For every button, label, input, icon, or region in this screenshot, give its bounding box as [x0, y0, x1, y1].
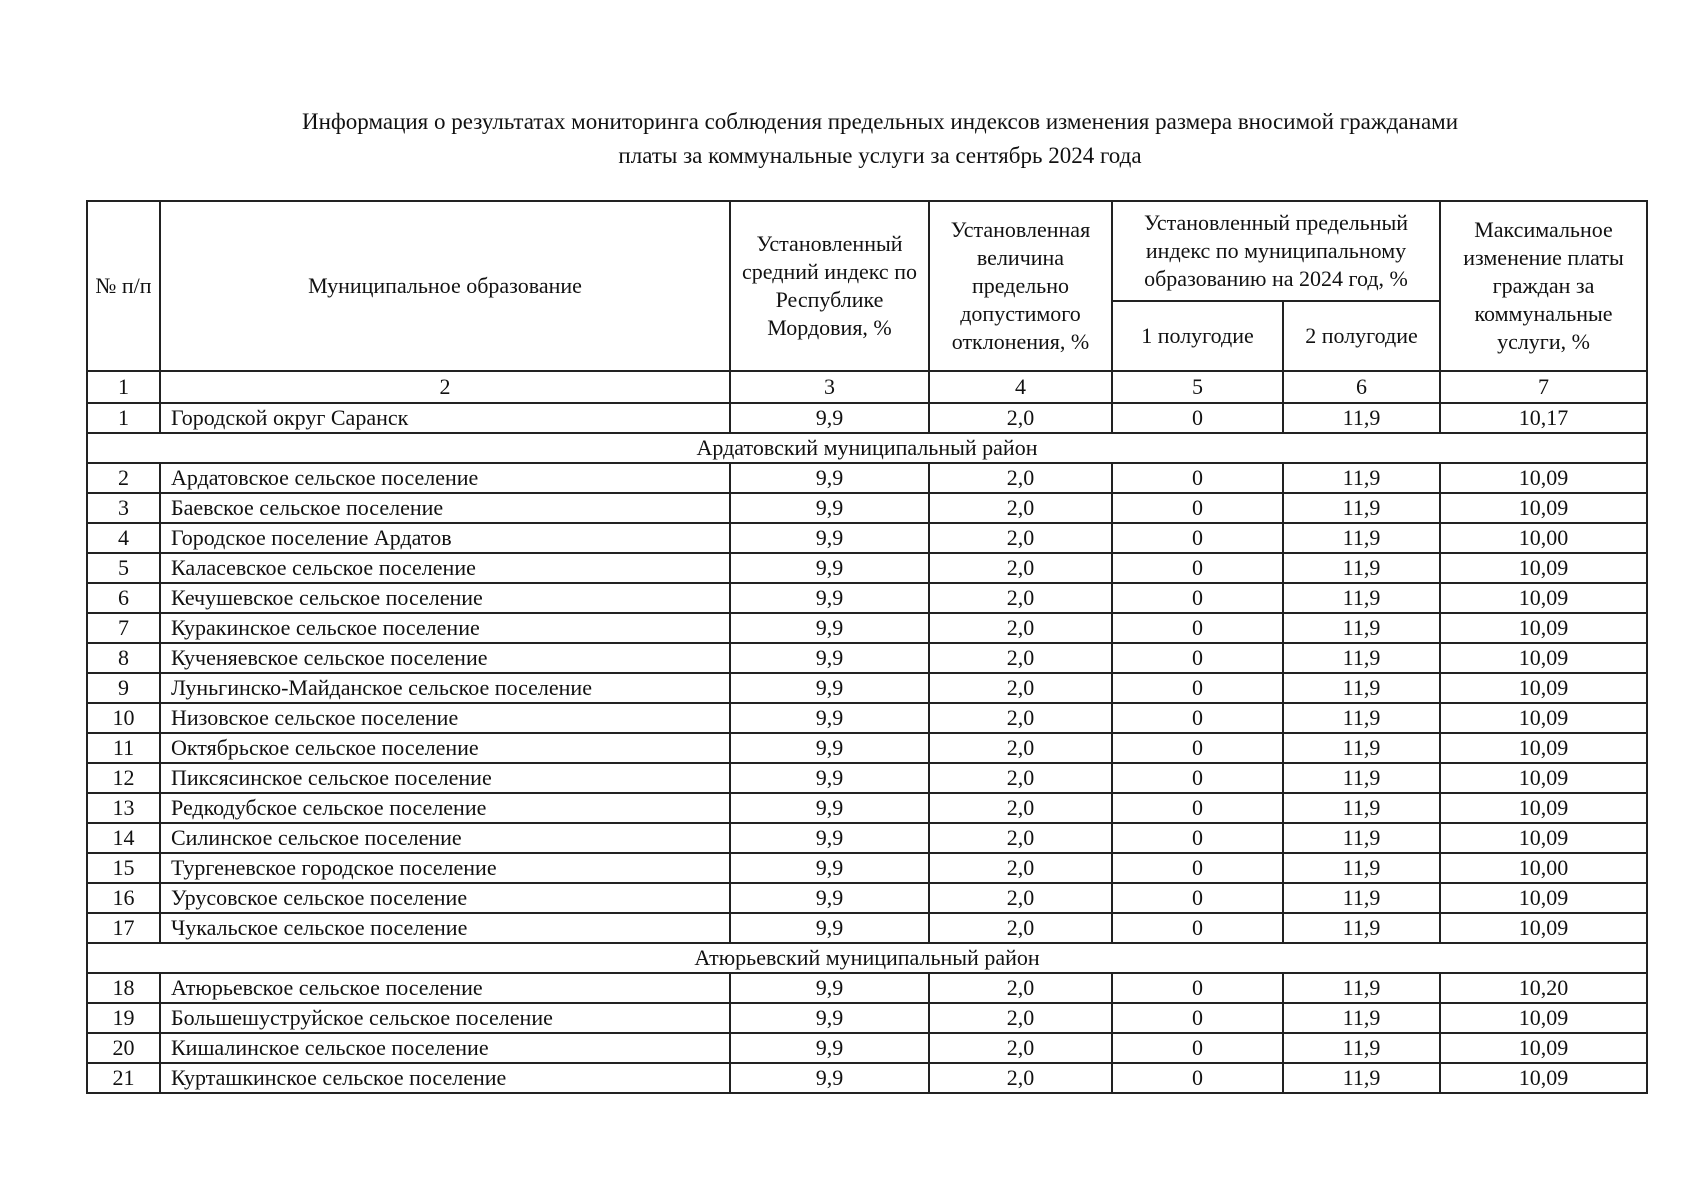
table-row — [87, 883, 1647, 913]
header-num: № п/п — [87, 201, 160, 371]
table-row — [87, 913, 1647, 943]
deviation-value: 2,0 — [929, 553, 1112, 583]
max-change-value: 10,09 — [1440, 1033, 1647, 1063]
max-change-value: 10,09 — [1440, 883, 1647, 913]
monitoring-table — [86, 200, 1648, 1094]
max-change-value: 10,00 — [1440, 523, 1647, 553]
max-change-value: 10,09 — [1440, 643, 1647, 673]
municipality-name: Большешуструйское сельское поселение — [160, 1003, 730, 1033]
avg-index-value: 9,9 — [730, 403, 929, 433]
deviation-value: 2,0 — [929, 793, 1112, 823]
max-change-value: 10,17 — [1440, 403, 1647, 433]
avg-index-value: 9,9 — [730, 973, 929, 1003]
deviation-value: 2,0 — [929, 523, 1112, 553]
table-row — [87, 703, 1647, 733]
max-change-value: 10,20 — [1440, 973, 1647, 1003]
row-number: 15 — [87, 853, 160, 883]
municipality-name: Чукальское сельское поселение — [160, 913, 730, 943]
avg-index-value: 9,9 — [730, 703, 929, 733]
header-max-change: Максимальное изменение платы граждан за коммунальные услуги, % — [1440, 201, 1647, 371]
half2-value: 11,9 — [1283, 643, 1440, 673]
municipality-name: Каласевское сельское поселение — [160, 553, 730, 583]
half1-value: 0 — [1112, 673, 1283, 703]
table-body — [87, 403, 1647, 1093]
half2-value: 11,9 — [1283, 463, 1440, 493]
half2-value: 11,9 — [1283, 553, 1440, 583]
max-change-value: 10,09 — [1440, 913, 1647, 943]
row-number: 6 — [87, 583, 160, 613]
avg-index-value: 9,9 — [730, 613, 929, 643]
avg-index-value: 9,9 — [730, 523, 929, 553]
municipality-name: Октябрьское сельское поселение — [160, 733, 730, 763]
avg-index-value: 9,9 — [730, 463, 929, 493]
half1-value: 0 — [1112, 583, 1283, 613]
deviation-value: 2,0 — [929, 763, 1112, 793]
deviation-value: 2,0 — [929, 613, 1112, 643]
avg-index-value: 9,9 — [730, 1003, 929, 1033]
table-row — [87, 793, 1647, 823]
row-number: 5 — [87, 553, 160, 583]
deviation-value: 2,0 — [929, 1003, 1112, 1033]
municipality-name: Ардатовское сельское поселение — [160, 463, 730, 493]
avg-index-value: 9,9 — [730, 1063, 929, 1093]
deviation-value: 2,0 — [929, 463, 1112, 493]
half1-value: 0 — [1112, 853, 1283, 883]
max-change-value: 10,09 — [1440, 493, 1647, 523]
municipality-name: Кишалинское сельское поселение — [160, 1033, 730, 1063]
half1-value: 0 — [1112, 1003, 1283, 1033]
half2-value: 11,9 — [1283, 1003, 1440, 1033]
table-row — [87, 1033, 1647, 1063]
half1-value: 0 — [1112, 703, 1283, 733]
title-line-1: Информация о результатах мониторинга соблюдения предельных индексов изменения размера вносимой гражданами — [301, 109, 1459, 134]
table-row — [87, 733, 1647, 763]
municipality-name: Тургеневское городское поселение — [160, 853, 730, 883]
table-row — [87, 463, 1647, 493]
half2-value: 11,9 — [1283, 403, 1440, 433]
column-number: 7 — [1440, 371, 1647, 403]
deviation-value: 2,0 — [929, 973, 1112, 1003]
column-number: 5 — [1112, 371, 1283, 403]
deviation-value: 2,0 — [929, 733, 1112, 763]
max-change-value: 10,09 — [1440, 463, 1647, 493]
half1-value: 0 — [1112, 1063, 1283, 1093]
half2-value: 11,9 — [1283, 853, 1440, 883]
half2-value: 11,9 — [1283, 523, 1440, 553]
municipality-name: Городской округ Саранск — [160, 403, 730, 433]
max-change-value: 10,09 — [1440, 763, 1647, 793]
row-number: 13 — [87, 793, 160, 823]
deviation-value: 2,0 — [929, 1063, 1112, 1093]
municipality-name: Кученяевское сельское поселение — [160, 643, 730, 673]
half2-value: 11,9 — [1283, 973, 1440, 1003]
table-row — [87, 1063, 1647, 1093]
municipality-name: Луньгинско-Майданское сельское поселение — [160, 673, 730, 703]
row-number: 7 — [87, 613, 160, 643]
deviation-value: 2,0 — [929, 493, 1112, 523]
municipality-name: Низовское сельское поселение — [160, 703, 730, 733]
half1-value: 0 — [1112, 733, 1283, 763]
column-number: 3 — [730, 371, 929, 403]
avg-index-value: 9,9 — [730, 823, 929, 853]
table-row — [87, 523, 1647, 553]
column-number-row — [87, 371, 1647, 403]
header-deviation: Установленная величина предельно допустимого отклонения, % — [929, 201, 1112, 371]
row-number: 21 — [87, 1063, 160, 1093]
table-row — [87, 673, 1647, 703]
deviation-value: 2,0 — [929, 853, 1112, 883]
half2-value: 11,9 — [1283, 883, 1440, 913]
half1-value: 0 — [1112, 913, 1283, 943]
municipality-name: Пиксясинское сельское поселение — [160, 763, 730, 793]
row-number: 19 — [87, 1003, 160, 1033]
avg-index-value: 9,9 — [730, 643, 929, 673]
max-change-value: 10,09 — [1440, 823, 1647, 853]
section-title: Ардатовский муниципальный район — [87, 433, 1647, 463]
row-number: 9 — [87, 673, 160, 703]
row-number: 2 — [87, 463, 160, 493]
half1-value: 0 — [1112, 553, 1283, 583]
half2-value: 11,9 — [1283, 1033, 1440, 1063]
avg-index-value: 9,9 — [730, 583, 929, 613]
deviation-value: 2,0 — [929, 403, 1112, 433]
row-number: 11 — [87, 733, 160, 763]
half2-value: 11,9 — [1283, 823, 1440, 853]
half1-value: 0 — [1112, 823, 1283, 853]
header-municipality: Муниципальное образование — [160, 201, 730, 371]
municipality-name: Редкодубское сельское поселение — [160, 793, 730, 823]
row-number: 12 — [87, 763, 160, 793]
half2-value: 11,9 — [1283, 673, 1440, 703]
half1-value: 0 — [1112, 643, 1283, 673]
half2-value: 11,9 — [1283, 763, 1440, 793]
deviation-value: 2,0 — [929, 823, 1112, 853]
half1-value: 0 — [1112, 493, 1283, 523]
half2-value: 11,9 — [1283, 733, 1440, 763]
max-change-value: 10,09 — [1440, 703, 1647, 733]
half1-value: 0 — [1112, 763, 1283, 793]
table-row — [87, 403, 1647, 433]
deviation-value: 2,0 — [929, 1033, 1112, 1063]
table-row — [87, 853, 1647, 883]
max-change-value: 10,00 — [1440, 853, 1647, 883]
max-change-value: 10,09 — [1440, 613, 1647, 643]
half2-value: 11,9 — [1283, 913, 1440, 943]
half2-value: 11,9 — [1283, 703, 1440, 733]
table-row — [87, 493, 1647, 523]
half1-value: 0 — [1112, 883, 1283, 913]
deviation-value: 2,0 — [929, 643, 1112, 673]
deviation-value: 2,0 — [929, 913, 1112, 943]
half1-value: 0 — [1112, 403, 1283, 433]
row-number: 10 — [87, 703, 160, 733]
municipality-name: Кечушевское сельское поселение — [160, 583, 730, 613]
half2-value: 11,9 — [1283, 1063, 1440, 1093]
row-number: 17 — [87, 913, 160, 943]
deviation-value: 2,0 — [929, 583, 1112, 613]
table-row — [87, 823, 1647, 853]
municipality-name: Городское поселение Ардатов — [160, 523, 730, 553]
half1-value: 0 — [1112, 973, 1283, 1003]
table-row — [87, 643, 1647, 673]
column-number: 6 — [1283, 371, 1440, 403]
header-limit-index: Установленный предельный индекс по муниципальному образованию на 2024 год, % — [1112, 201, 1440, 301]
section-header-row — [87, 433, 1647, 463]
max-change-value: 10,09 — [1440, 1063, 1647, 1093]
row-number: 14 — [87, 823, 160, 853]
header-avg-index: Установленный средний индекс по Республике Мордовия, % — [730, 201, 929, 371]
title-line-2: платы за коммунальные услуги за сентябрь 2024 года — [618, 143, 1142, 168]
avg-index-value: 9,9 — [730, 733, 929, 763]
row-number: 4 — [87, 523, 160, 553]
avg-index-value: 9,9 — [730, 853, 929, 883]
municipality-name: Урусовское сельское поселение — [160, 883, 730, 913]
max-change-value: 10,09 — [1440, 793, 1647, 823]
municipality-name: Курташкинское сельское поселение — [160, 1063, 730, 1093]
row-number: 20 — [87, 1033, 160, 1063]
max-change-value: 10,09 — [1440, 553, 1647, 583]
section-title: Атюрьевский муниципальный район — [87, 943, 1647, 973]
avg-index-value: 9,9 — [730, 553, 929, 583]
half2-value: 11,9 — [1283, 793, 1440, 823]
table-row — [87, 583, 1647, 613]
section-header-row — [87, 943, 1647, 973]
max-change-value: 10,09 — [1440, 583, 1647, 613]
avg-index-value: 9,9 — [730, 913, 929, 943]
document-title — [120, 105, 1640, 173]
half1-value: 0 — [1112, 523, 1283, 553]
half2-value: 11,9 — [1283, 493, 1440, 523]
avg-index-value: 9,9 — [730, 763, 929, 793]
column-number: 4 — [929, 371, 1112, 403]
municipality-name: Силинское сельское поселение — [160, 823, 730, 853]
table-row — [87, 553, 1647, 583]
table-row — [87, 613, 1647, 643]
header-half2: 2 полугодие — [1283, 301, 1440, 371]
half1-value: 0 — [1112, 1033, 1283, 1063]
max-change-value: 10,09 — [1440, 733, 1647, 763]
table-row — [87, 763, 1647, 793]
column-number: 2 — [160, 371, 730, 403]
row-number: 1 — [87, 403, 160, 433]
column-number: 1 — [87, 371, 160, 403]
avg-index-value: 9,9 — [730, 673, 929, 703]
table-row — [87, 973, 1647, 1003]
row-number: 3 — [87, 493, 160, 523]
row-number: 8 — [87, 643, 160, 673]
half2-value: 11,9 — [1283, 583, 1440, 613]
deviation-value: 2,0 — [929, 673, 1112, 703]
municipality-name: Куракинское сельское поселение — [160, 613, 730, 643]
half1-value: 0 — [1112, 613, 1283, 643]
municipality-name: Баевское сельское поселение — [160, 493, 730, 523]
avg-index-value: 9,9 — [730, 883, 929, 913]
municipality-name: Атюрьевское сельское поселение — [160, 973, 730, 1003]
half2-value: 11,9 — [1283, 613, 1440, 643]
deviation-value: 2,0 — [929, 883, 1112, 913]
avg-index-value: 9,9 — [730, 1033, 929, 1063]
deviation-value: 2,0 — [929, 703, 1112, 733]
half1-value: 0 — [1112, 793, 1283, 823]
max-change-value: 10,09 — [1440, 673, 1647, 703]
row-number: 16 — [87, 883, 160, 913]
table-row — [87, 1003, 1647, 1033]
header-half1: 1 полугодие — [1112, 301, 1283, 371]
row-number: 18 — [87, 973, 160, 1003]
max-change-value: 10,09 — [1440, 1003, 1647, 1033]
avg-index-value: 9,9 — [730, 793, 929, 823]
avg-index-value: 9,9 — [730, 493, 929, 523]
half1-value: 0 — [1112, 463, 1283, 493]
